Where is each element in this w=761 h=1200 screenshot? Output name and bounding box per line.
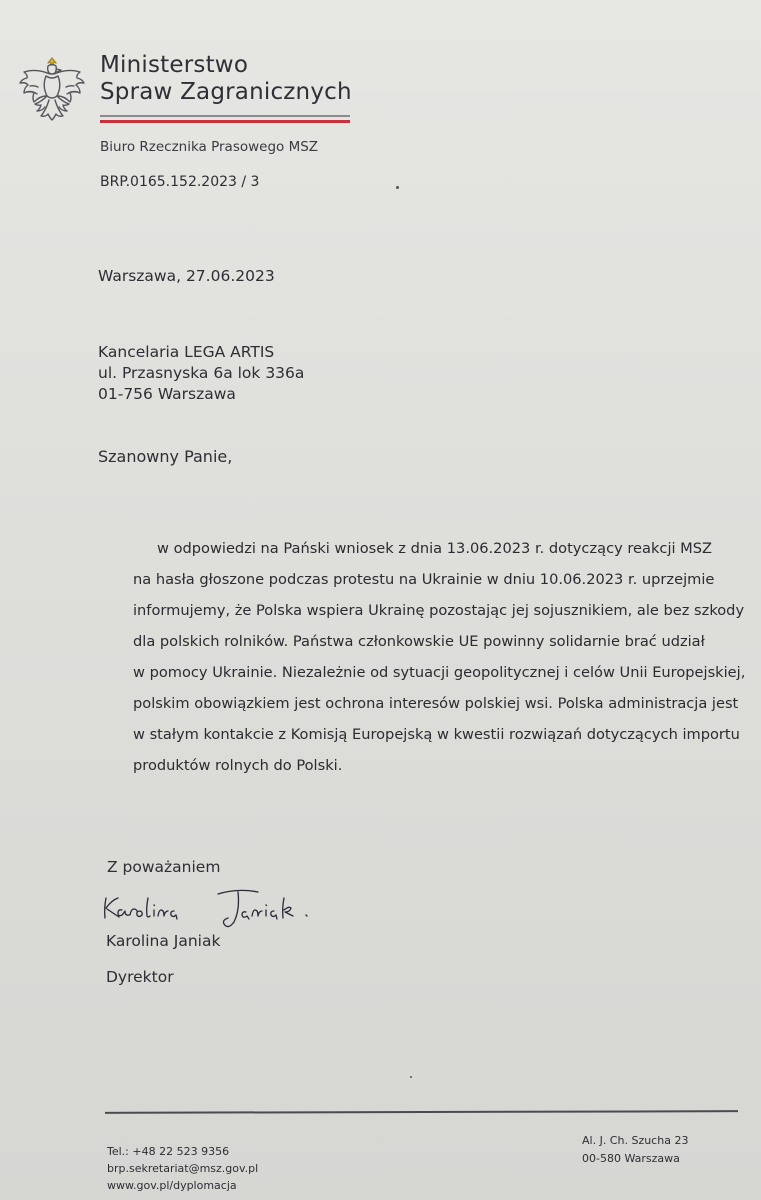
ministry-name (100, 52, 352, 106)
footer-address (582, 1132, 688, 1168)
recipient-line2: ul. Przasnyska 6a lok 336a (98, 364, 305, 382)
header-rule-grey (100, 115, 350, 117)
recipient-line1: Kancelaria LEGA ARTIS (98, 343, 275, 361)
recipient-address (98, 342, 304, 405)
footer-phone: Tel.: +48 22 523 9356 (107, 1145, 230, 1158)
paper-speck (396, 186, 399, 189)
footer-street: Al. J. Ch. Szucha 23 (582, 1134, 689, 1147)
body-line: polskim obowiązkiem jest ochrona interesów polskiej wsi. Polska administracja jest (133, 695, 739, 712)
polish-eagle-emblem-icon (12, 50, 92, 130)
recipient-line3: 01-756 Warszawa (98, 385, 236, 403)
header-rule-red (100, 120, 350, 123)
body-line: w pomocy Ukrainie. Niezależnie od sytuacji geopolitycznej i celów Unii Europejskiej, (133, 664, 746, 681)
body-line: na hasła głoszone podczas protestu na Ukrainie w dniu 10.06.2023 r. uprzejmie (133, 571, 715, 588)
reference-number: BRP.0165.152.2023 / 3 (100, 174, 260, 190)
body-line: dla polskich rolników. Państwa członkowskie UE powinny solidarnie brać udział (133, 633, 705, 650)
footer-contact (107, 1143, 258, 1194)
signer-name: Karolina Janiak (106, 932, 221, 950)
footer-email: brp.sekretariat@msz.gov.pl (107, 1162, 259, 1175)
ministry-name-line2: Spraw Zagranicznych (100, 79, 352, 105)
office-name: Biuro Rzecznika Prasowego MSZ (100, 139, 319, 155)
body-line: w odpowiedzi na Pański wniosek z dnia 13.06.2023 r. dotyczący reakcji MSZ (157, 540, 713, 557)
body-line: informujemy, że Polska wspiera Ukrainę pozostając jej sojusznikiem, ale bez szkody (133, 602, 745, 619)
footer-website: www.gov.pl/dyplomacja (107, 1179, 237, 1192)
signer-title: Dyrektor (106, 968, 174, 986)
salutation: Szanowny Panie, (98, 447, 233, 466)
closing: Z poważaniem (107, 858, 221, 876)
body-line: w stałym kontakcie z Komisją Europejską w kwestii rozwiązań dotyczących importu (133, 726, 740, 743)
handwritten-signature (100, 882, 340, 932)
footer-rule (105, 1110, 738, 1113)
ministry-name-line1: Ministerstwo (100, 52, 249, 78)
letter-date: Warszawa, 27.06.2023 (98, 267, 275, 285)
body-line: produktów rolnych do Polski. (133, 757, 343, 774)
letter-body (133, 533, 746, 781)
paper-speck (410, 1076, 412, 1078)
footer-city: 00-580 Warszawa (582, 1152, 680, 1165)
